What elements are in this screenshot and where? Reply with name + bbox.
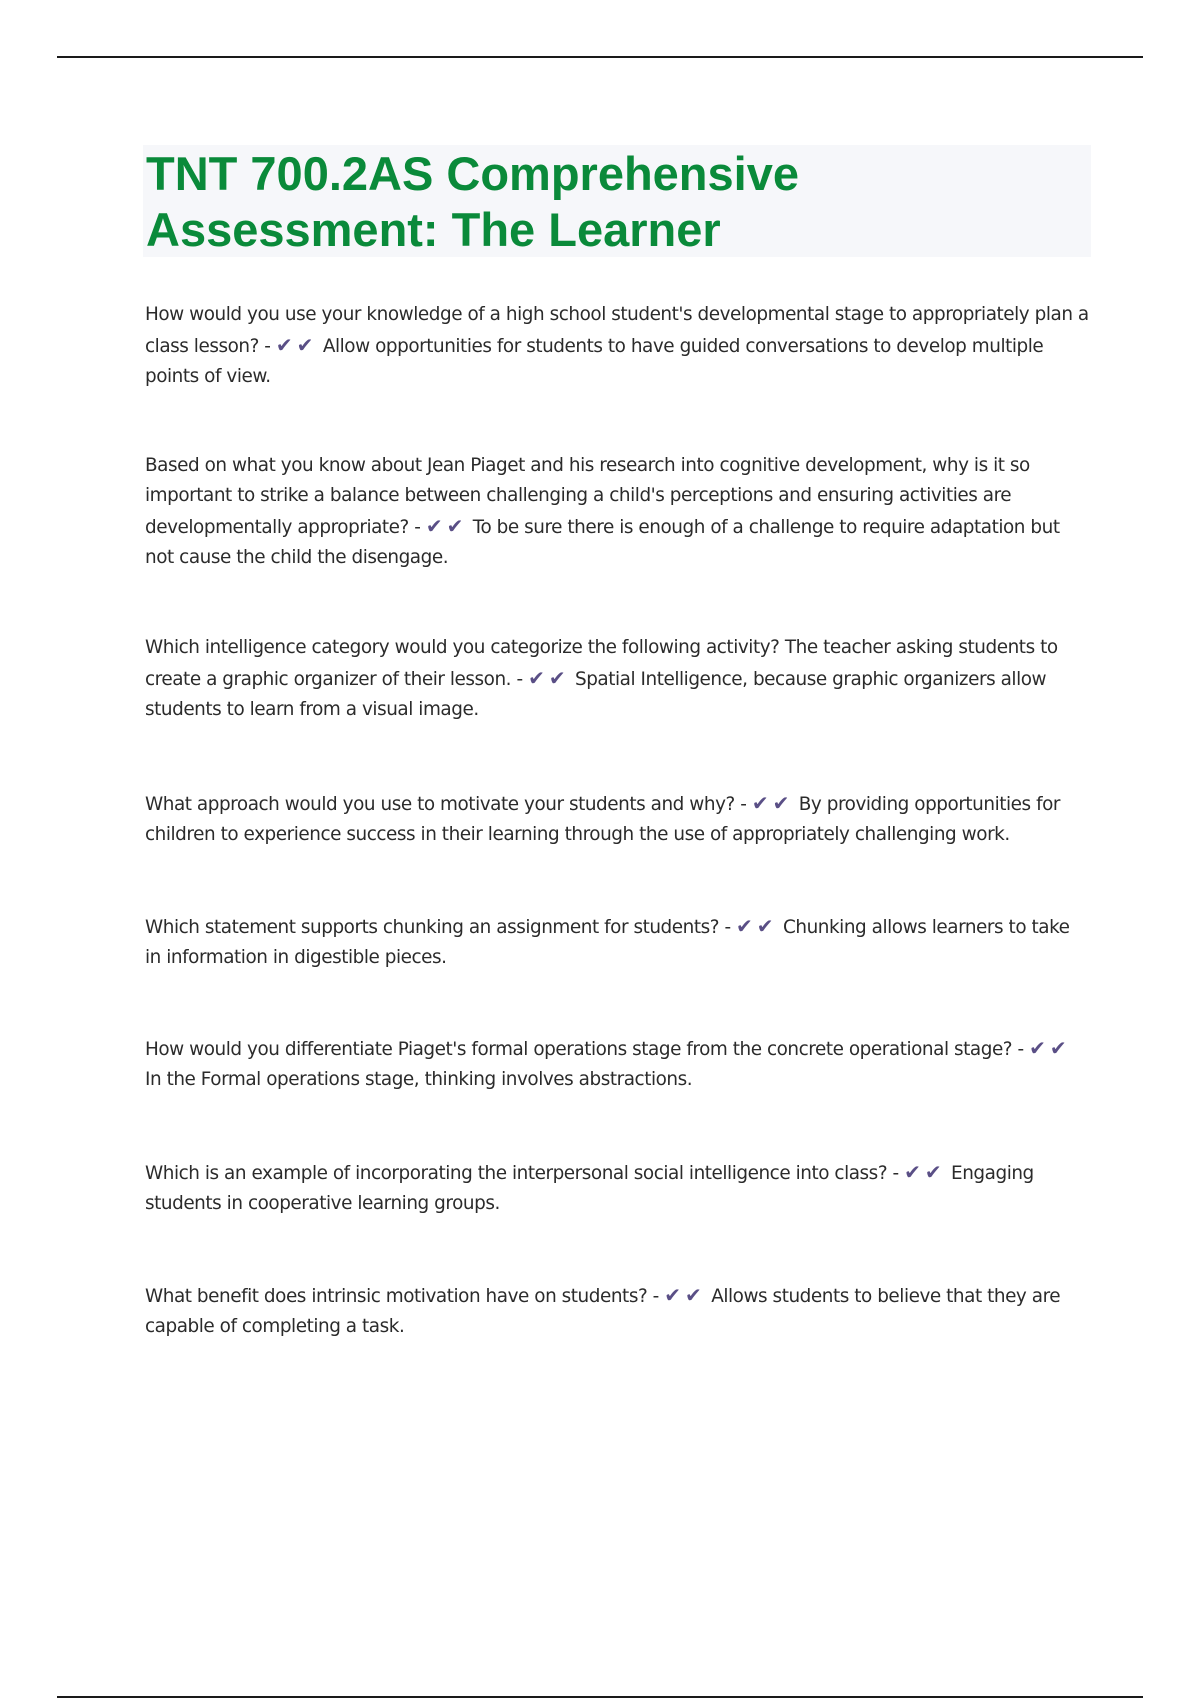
question-text: Which intelligence category would you categorize the following activity? The teacher asking students to create a graphic organizer of their lesson. - bbox=[145, 637, 1058, 690]
top-divider bbox=[57, 56, 1143, 58]
document-title-line-1: TNT 700.2AS Comprehensive bbox=[146, 147, 799, 200]
double-check-icon: ✔✔ bbox=[904, 1160, 946, 1184]
qa-item-4 bbox=[145, 788, 1090, 850]
question-text: Based on what you know about Jean Piaget and his research into cognitive development, why is it so important to strike a balance between challenging a child's perceptions and ensuring activities are developmentally appropriate? - bbox=[145, 455, 1030, 538]
question-text: How would you use your knowledge of a high school student's developmental stage to appropriately plan a class lesson? - bbox=[145, 304, 1089, 357]
qa-item-1 bbox=[145, 300, 1090, 392]
double-check-icon: ✔✔ bbox=[275, 333, 318, 357]
answer-text: By providing opportunities for children to experience success in their learning through the use of appropriately challenging work. bbox=[145, 794, 1061, 845]
answer-text: Allow opportunities for students to have guided conversations to develop multiple points of view. bbox=[145, 336, 1044, 387]
qa-item-6 bbox=[145, 1033, 1090, 1095]
answer-text: Chunking allows learners to take in information in digestible pieces. bbox=[145, 917, 1070, 968]
question-text: Which statement supports chunking an assignment for students? - bbox=[145, 917, 731, 938]
bottom-divider bbox=[57, 1696, 1143, 1698]
document-title-line-2: Assessment: The Learner bbox=[146, 203, 721, 256]
double-check-icon: ✔✔ bbox=[425, 514, 468, 538]
double-check-icon: ✔✔ bbox=[664, 1283, 706, 1307]
qa-item-3 bbox=[145, 633, 1090, 725]
double-check-icon: ✔✔ bbox=[528, 666, 570, 690]
answer-text: Engaging students in cooperative learning groups. bbox=[145, 1163, 1034, 1214]
double-check-icon: ✔✔ bbox=[751, 791, 794, 815]
answer-text: Spatial Intelligence, because graphic organizers allow students to learn from a visual image. bbox=[145, 669, 1047, 720]
question-text: What benefit does intrinsic motivation have on students? - bbox=[145, 1286, 659, 1307]
document-title bbox=[146, 146, 1046, 258]
qa-item-5 bbox=[145, 911, 1090, 973]
answer-text: To be sure there is enough of a challenge to require adaptation but not cause the child the disengage. bbox=[145, 517, 1060, 568]
qa-item-8 bbox=[145, 1280, 1090, 1342]
qa-item-7 bbox=[145, 1157, 1090, 1219]
question-text: How would you differentiate Piaget's formal operations stage from the concrete operational stage? - bbox=[145, 1039, 1024, 1060]
question-text: Which is an example of incorporating the interpersonal social intelligence into class? - bbox=[145, 1163, 899, 1184]
question-text: What approach would you use to motivate your students and why? - bbox=[145, 794, 747, 815]
double-check-icon: ✔✔ bbox=[736, 914, 778, 938]
answer-text: In the Formal operations stage, thinking involves abstractions. bbox=[145, 1069, 693, 1090]
double-check-icon: ✔✔ bbox=[1029, 1036, 1071, 1060]
qa-item-2 bbox=[145, 451, 1090, 573]
answer-text: Allows students to believe that they are capable of completing a task. bbox=[145, 1286, 1061, 1337]
